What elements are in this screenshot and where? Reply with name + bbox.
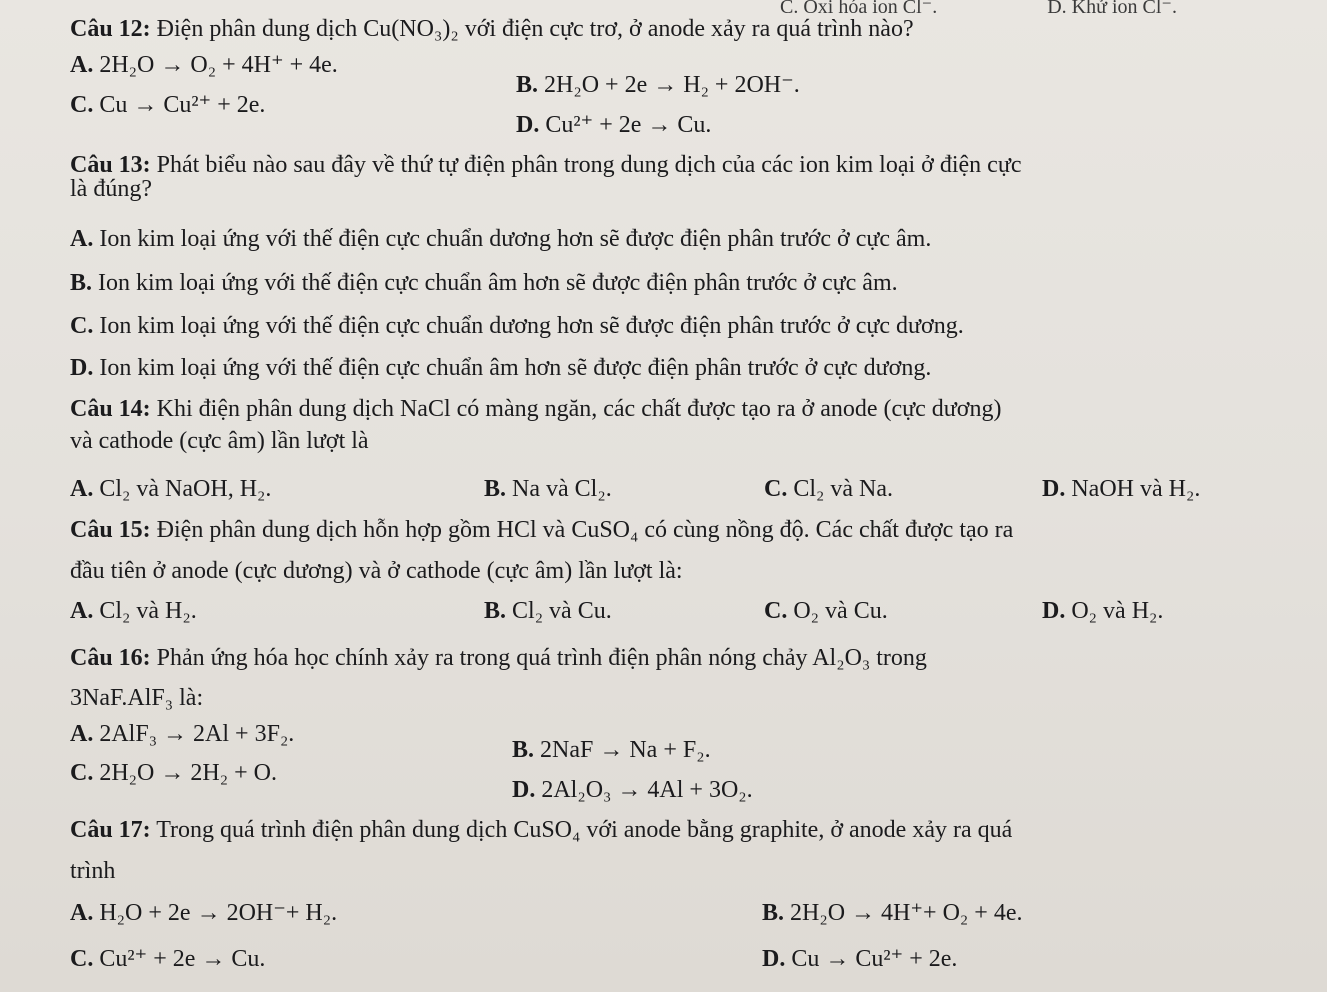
q13-option-b-text: Ion kim loại ứng với thế điện cực chuẩn âm hơn sẽ được điện phân trước ở cực âm. (98, 270, 898, 296)
q13-option-d[interactable]: D. Ion kim loại ứng với thế điện cực chuẩn âm hơn sẽ được điện phân trước ở cực dương. (70, 355, 932, 381)
question-14-text-1: Khi điện phân dung dịch NaCl có màng ngăn, các chất được tạo ra ở anode (cực dương) (150, 396, 1002, 422)
q17-option-c-text: Cu²⁺ + 2e → Cu. (99, 946, 266, 972)
question-13-header: Câu 13: (70, 152, 151, 178)
cut-option-d: D. Khử ion Cl⁻. (1047, 0, 1177, 18)
q17-option-b[interactable]: B. 2H₂O → 4H⁺+ O₂ + 4e. (762, 900, 1023, 926)
question-13-stem (70, 150, 1022, 180)
question-14-text-2: và cathode (cực âm) lần lượt là (70, 428, 369, 454)
q17-option-a-text: H₂O + 2e → 2OH⁻+ H₂. (99, 900, 338, 926)
q13-option-d-text: Ion kim loại ứng với thế điện cực chuẩn âm hơn sẽ được điện phân trước ở cực dương. (99, 355, 932, 381)
question-16-stem (70, 643, 927, 673)
q16-option-c-text: 2H₂O → 2H₂ + O. (99, 760, 277, 786)
question-15-text-2: đầu tiên ở anode (cực dương) và ở cathode (cực âm) lần lượt là: (70, 558, 683, 584)
q16-option-b[interactable]: B. 2NaF → Na + F₂. (512, 737, 711, 763)
question-17-stem (70, 815, 1012, 845)
question-17-header: Câu 17: (70, 817, 151, 843)
q15-option-a[interactable]: A. Cl₂ và H₂. (70, 598, 197, 624)
question-16-header: Câu 16: (70, 645, 151, 671)
question-14-stem (70, 394, 1002, 424)
q14-option-c-text: Cl₂ và Na. (793, 476, 894, 502)
q17-option-b-text: 2H₂O → 4H⁺+ O₂ + 4e. (790, 900, 1023, 926)
q16-option-b-text: 2NaF → Na + F₂. (540, 737, 711, 763)
q12-option-c-text: Cu → Cu²⁺ + 2e. (99, 92, 266, 118)
q12-option-c[interactable]: C. Cu → Cu²⁺ + 2e. (70, 92, 266, 118)
q15-option-d-text: O₂ và H₂. (1071, 598, 1164, 624)
q12-option-b[interactable]: B. 2H₂O + 2e → H₂ + 2OH⁻. (516, 72, 800, 98)
question-12-header: Câu 12: (70, 16, 151, 42)
q13-option-c[interactable]: C. Ion kim loại ứng với thế điện cực chuẩn dương hơn sẽ được điện phân trước ở cực dương. (70, 313, 964, 339)
q16-option-d[interactable]: D. 2Al₂O₃ → 4Al + 3O₂. (512, 777, 753, 803)
question-12-text: Điện phân dung dịch Cu(NO₃)₂ với điện cực trơ, ở anode xảy ra quá trình nào? (150, 16, 914, 42)
question-13-text-2: là đúng? (70, 176, 152, 202)
question-15-stem (70, 515, 1013, 545)
q13-option-c-text: Ion kim loại ứng với thế điện cực chuẩn dương hơn sẽ được điện phân trước ở cực dương. (99, 313, 964, 339)
q17-option-d[interactable]: D. Cu → Cu²⁺ + 2e. (762, 946, 958, 972)
q12-option-a-text: 2H₂O → O₂ + 4H⁺ + 4e. (99, 52, 338, 78)
q15-option-b-text: Cl₂ và Cu. (512, 598, 612, 624)
q15-option-c[interactable]: C. O₂ và Cu. (764, 598, 888, 624)
q12-option-a[interactable]: A. 2H₂O → O₂ + 4H⁺ + 4e. (70, 52, 338, 78)
question-13-text-1: Phát biểu nào sau đây về thứ tự điện phân trong dung dịch của các ion kim loại ở điện cực (150, 152, 1022, 178)
q14-option-b[interactable]: B. Na và Cl₂. (484, 476, 612, 502)
q16-option-c[interactable]: C. 2H₂O → 2H₂ + O. (70, 760, 277, 786)
q16-option-a-text: 2AlF₃ → 2Al + 3F₂. (99, 721, 295, 747)
q13-option-a-text: Ion kim loại ứng với thế điện cực chuẩn dương hơn sẽ được điện phân trước ở cực âm. (99, 226, 932, 252)
question-15-header: Câu 15: (70, 517, 151, 543)
q13-option-b[interactable]: B. Ion kim loại ứng với thế điện cực chuẩn âm hơn sẽ được điện phân trước ở cực âm. (70, 270, 898, 296)
q12-option-b-text: 2H₂O + 2e → H₂ + 2OH⁻. (544, 72, 800, 98)
q14-option-c[interactable]: C. Cl₂ và Na. (764, 476, 894, 502)
q14-option-a-text: Cl₂ và NaOH, H₂. (99, 476, 272, 502)
q12-option-d-text: Cu²⁺ + 2e → Cu. (545, 112, 712, 138)
cut-option-c: C. Oxi hóa ion Cl⁻. (780, 0, 938, 18)
question-17-text-2: trình (70, 858, 116, 884)
q13-option-a[interactable]: A. Ion kim loại ứng với thế điện cực chuẩn dương hơn sẽ được điện phân trước ở cực âm. (70, 226, 932, 252)
question-16-text-1: Phản ứng hóa học chính xảy ra trong quá trình điện phân nóng chảy Al₂O₃ trong (150, 645, 927, 671)
question-16-text-2: 3NaF.AlF₃ là: (70, 685, 204, 711)
q14-option-b-text: Na và Cl₂. (512, 476, 612, 502)
q17-option-d-text: Cu → Cu²⁺ + 2e. (791, 946, 958, 972)
q17-option-c[interactable]: C. Cu²⁺ + 2e → Cu. (70, 946, 266, 972)
q14-option-d-text: NaOH và H₂. (1071, 476, 1201, 502)
q16-option-d-text: 2Al₂O₃ → 4Al + 3O₂. (541, 777, 753, 803)
q16-option-a[interactable]: A. 2AlF₃ → 2Al + 3F₂. (70, 721, 295, 747)
q15-option-c-text: O₂ và Cu. (793, 598, 888, 624)
q17-option-a[interactable]: A. H₂O + 2e → 2OH⁻+ H₂. (70, 900, 338, 926)
q15-option-a-text: Cl₂ và H₂. (99, 598, 197, 624)
q15-option-b[interactable]: B. Cl₂ và Cu. (484, 598, 612, 624)
q14-option-a[interactable]: A. Cl₂ và NaOH, H₂. (70, 476, 272, 502)
question-14-header: Câu 14: (70, 396, 151, 422)
question-17-text-1: Trong quá trình điện phân dung dịch CuSO₄ với anode bằng graphite, ở anode xảy ra quá (150, 817, 1013, 843)
q14-option-d[interactable]: D. NaOH và H₂. (1042, 476, 1201, 502)
q15-option-d[interactable]: D. O₂ và H₂. (1042, 598, 1164, 624)
question-15-text-1: Điện phân dung dịch hỗn hợp gồm HCl và CuSO₄ có cùng nồng độ. Các chất được tạo ra (150, 517, 1014, 543)
q12-option-d[interactable]: D. Cu²⁺ + 2e → Cu. (516, 112, 712, 138)
question-12-stem (70, 14, 914, 44)
